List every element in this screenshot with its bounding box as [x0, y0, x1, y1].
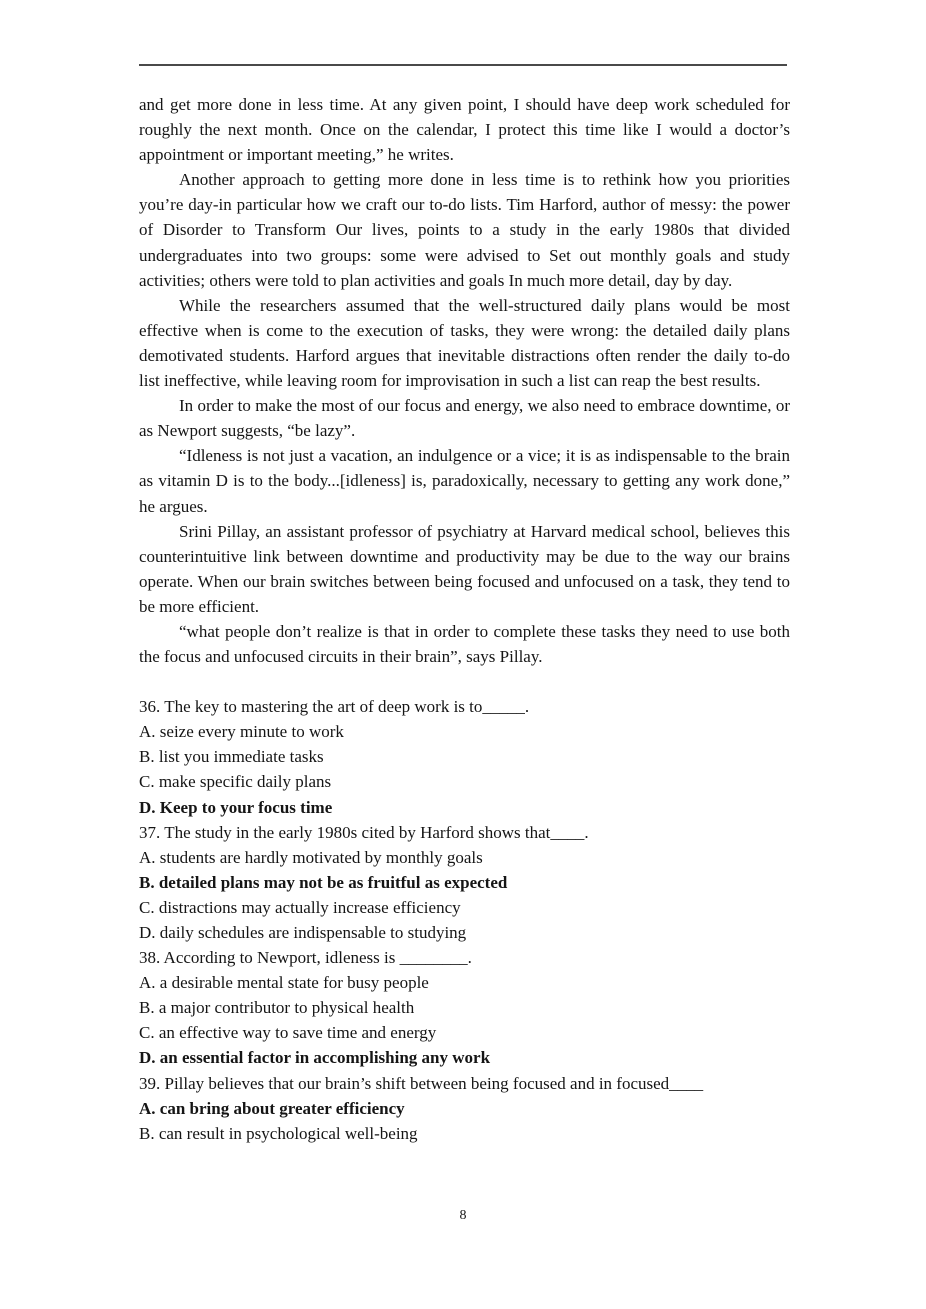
question-stem: 39. Pillay believes that our brain’s shift between being focused and in focused____	[139, 1073, 704, 1093]
passage-paragraph: Another approach to getting more done in less time is to rethink how you priorities you’re day-in particular how we craft our to-do lists. Tim Harford, author of messy: the power of Disorder to Transform Our lives, points to a study in the early 1980s that divided undergraduates into two groups: some were advised to Set out monthly goals and study activities; others were told to plan activities and goals In much more detail, day by day.	[139, 170, 790, 290]
page-content	[139, 92, 790, 1146]
question-stem: 36. The key to mastering the art of deep work is to_____.	[139, 697, 530, 717]
passage-paragraph: While the researchers assumed that the well-structured daily plans would be most effective when is come to the execution of tasks, they were wrong: the detailed daily plans demotivated students. Harford argues that inevitable distractions often render the daily to-do list ineffective, while leaving room for improvisation in such a list can reap the best results.	[139, 295, 790, 391]
questions-section	[139, 694, 790, 1146]
question-option: A. seize every minute to work	[139, 722, 344, 742]
passage-paragraph: “what people don’t realize is that in order to complete these tasks they need to use both the focus and unfocused circuits in their brain”, says Pillay.	[139, 621, 790, 667]
question-option: D. daily schedules are indispensable to studying	[139, 923, 467, 942]
question-39	[139, 1071, 790, 1146]
reading-passage	[139, 92, 790, 669]
question-option: B. can result in psychological well-being	[139, 1123, 418, 1143]
question-stem: 38. According to Newport, idleness is ________.	[139, 948, 472, 968]
question-option: B. a major contributor to physical health	[139, 998, 415, 1018]
page-number: 8	[459, 1208, 467, 1223]
section-gap	[139, 669, 790, 694]
question-option: B. detailed plans may not be as fruitful as expected	[139, 872, 508, 892]
question-option: B. list you immediate tasks	[139, 747, 324, 767]
question-option: A. a desirable mental state for busy people	[139, 973, 429, 993]
question-option: A. can bring about greater efficiency	[139, 1098, 405, 1118]
passage-paragraph: and get more done in less time. At any given point, I should have deep work scheduled for roughly the next month. Once on the calendar, I protect this time like I would a doctor’s appointment or important meeting,” he writes.	[139, 95, 790, 165]
question-option: D. Keep to your focus time	[139, 797, 333, 817]
question-option: C. distractions may actually increase efficiency	[139, 897, 461, 917]
header-rule	[139, 64, 787, 66]
question-option: A. students are hardly motivated by monthly goals	[139, 847, 483, 867]
question-option: C. an effective way to save time and energy	[139, 1023, 437, 1043]
question-37	[139, 820, 790, 945]
passage-paragraph: “Idleness is not just a vacation, an indulgence or a vice; it is as indispensable to the brain as vitamin D is to the body...[idleness] is, paradoxically, necessary to getting any work done,” he argues.	[139, 446, 790, 516]
question-38	[139, 945, 790, 1070]
question-option: D. an essential factor in accomplishing any work	[139, 1048, 491, 1068]
question-stem: 37. The study in the early 1980s cited by Harford shows that____.	[139, 822, 589, 842]
passage-paragraph: In order to make the most of our focus and energy, we also need to embrace downtime, or as Newport suggests, “be lazy”.	[139, 396, 790, 441]
question-36	[139, 694, 790, 819]
passage-paragraph: Srini Pillay, an assistant professor of psychiatry at Harvard medical school, believes this counterintuitive link between downtime and productivity may be due to the way our brains operate. When our brain switches between being focused and unfocused on a task, they tend to be more efficient.	[139, 521, 790, 616]
question-option: C. make specific daily plans	[139, 772, 332, 792]
